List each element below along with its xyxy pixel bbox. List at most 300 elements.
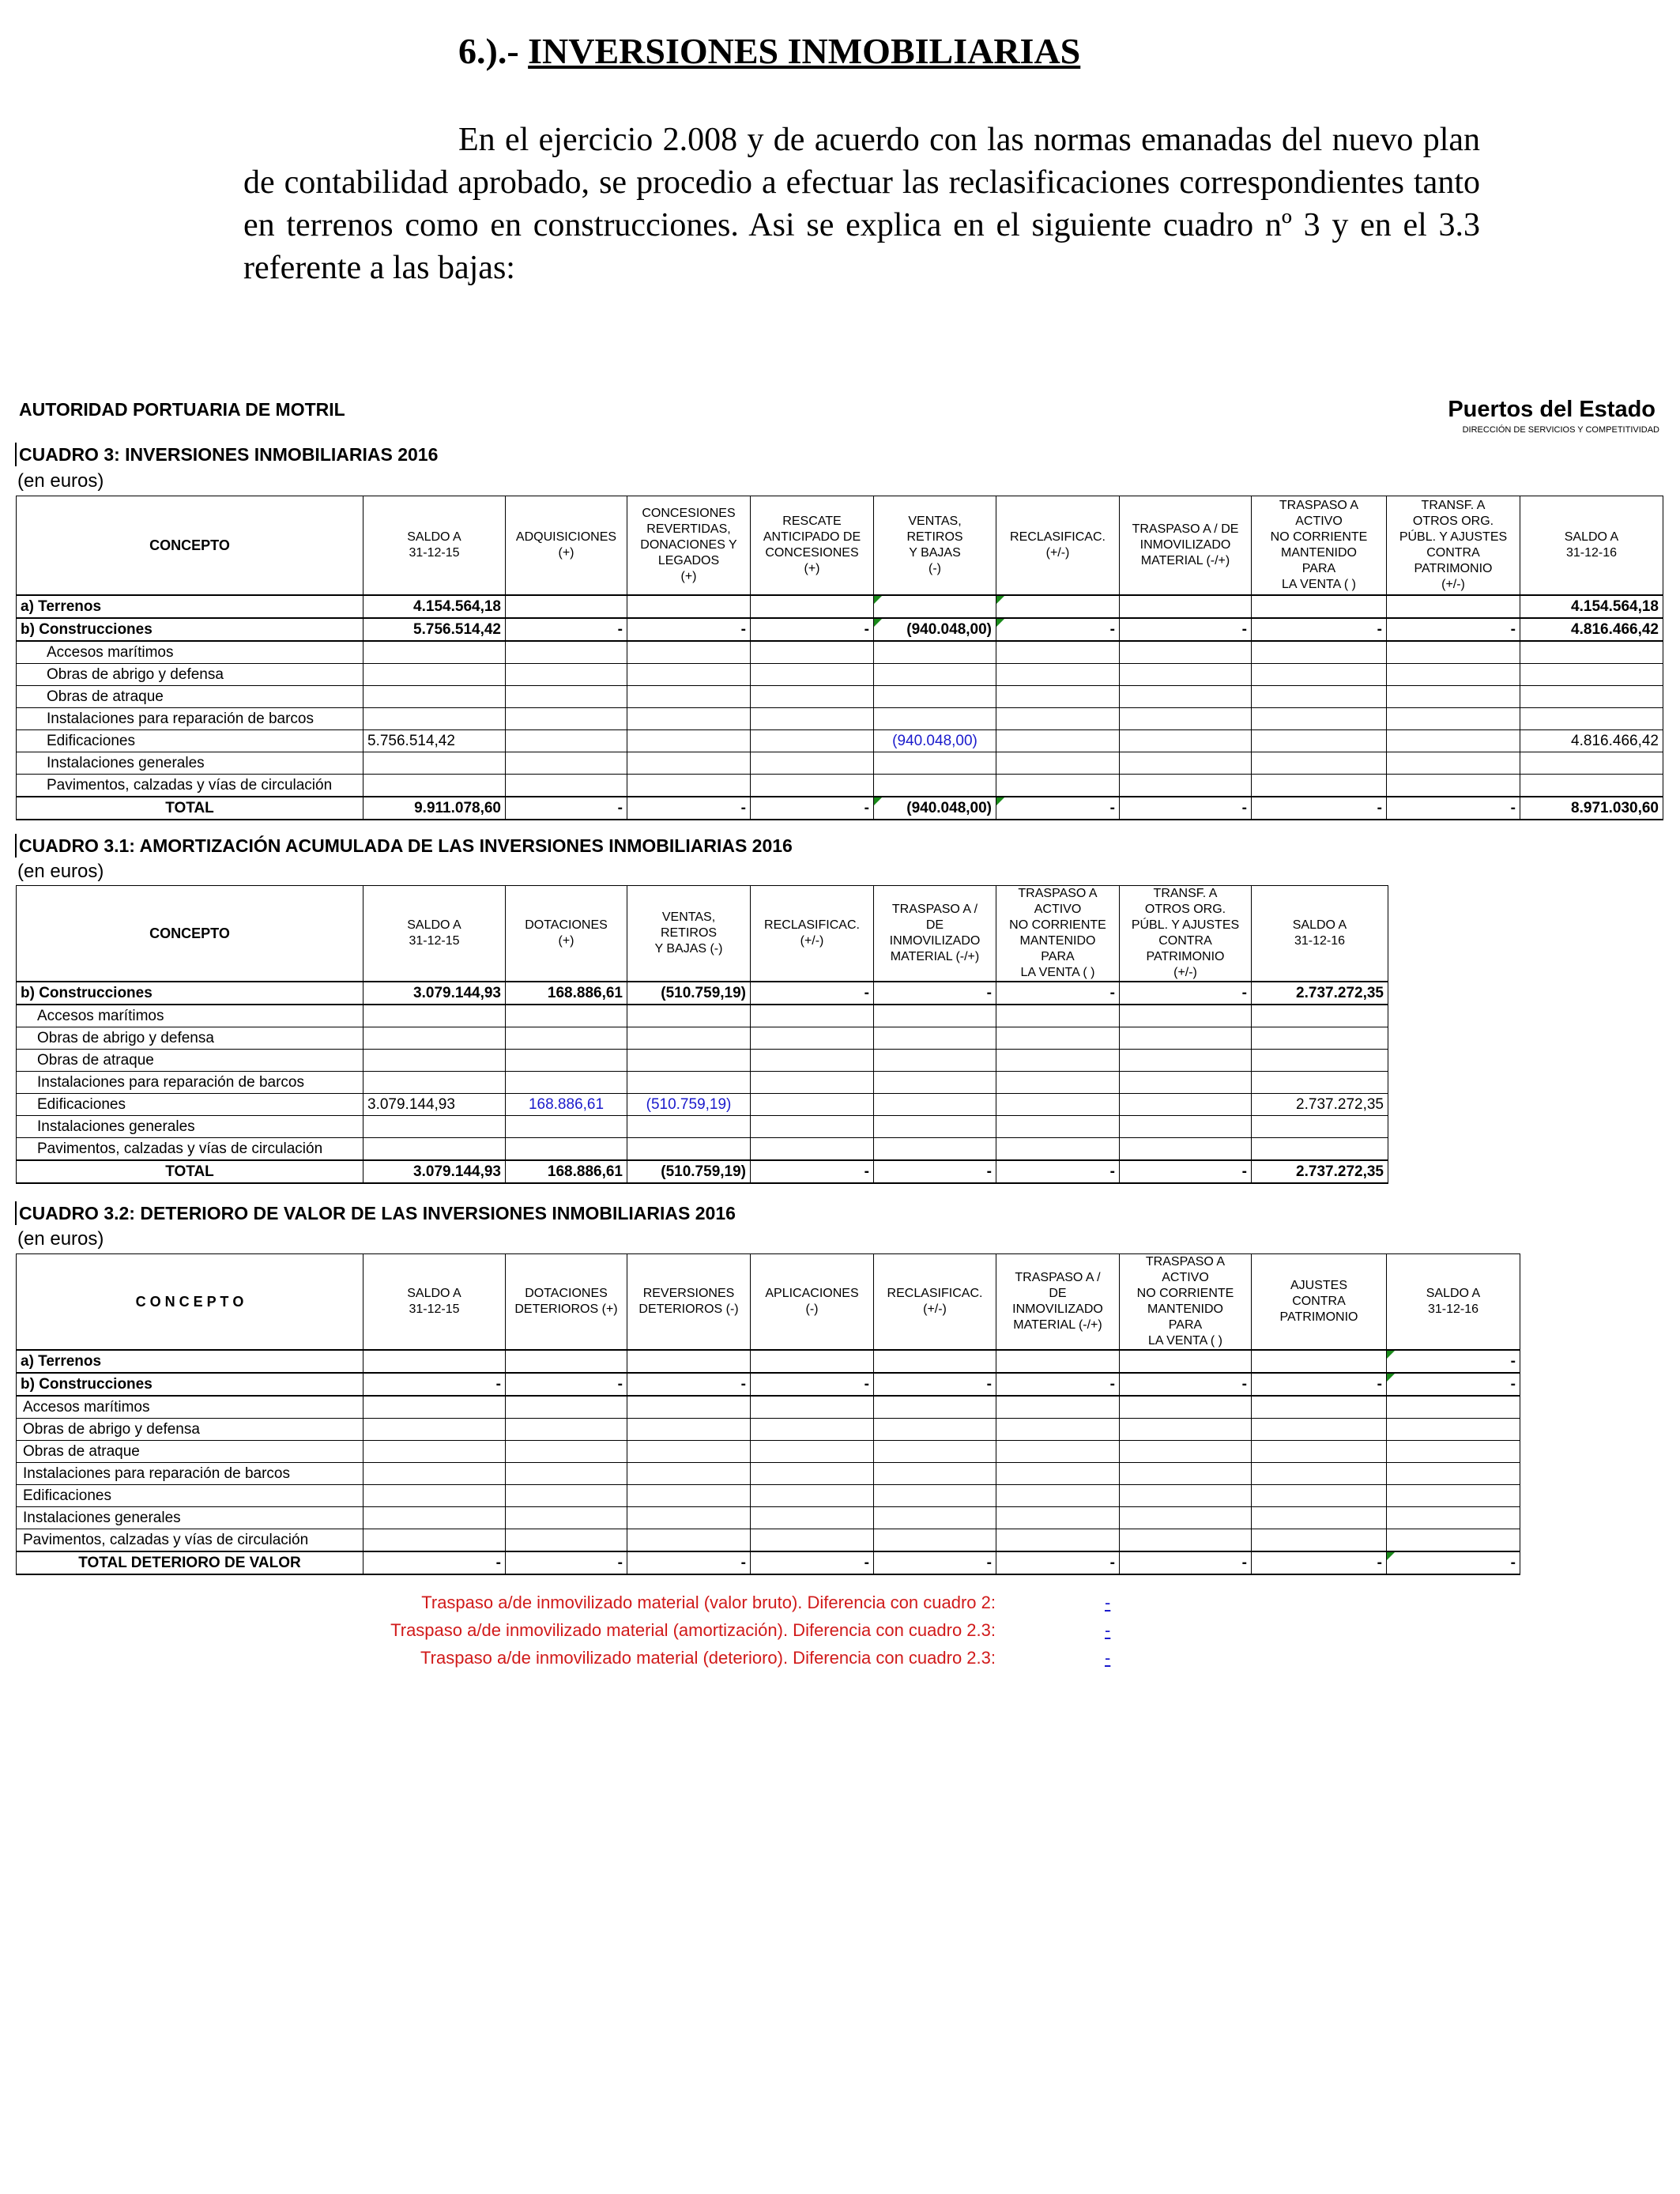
organization-name: AUTORIDAD PORTUARIA DE MOTRIL	[19, 399, 345, 420]
cell-value	[1387, 1419, 1520, 1441]
cell-value	[1252, 1441, 1387, 1463]
cell-value	[363, 1396, 506, 1419]
cell-value	[751, 595, 874, 618]
cuadro31-title: CUADRO 3.1: AMORTIZACIÓN ACUMULADA DE LAS INVERSIONES INMOBILIARIAS 2016	[19, 835, 793, 856]
cell-value	[506, 1529, 627, 1552]
row-label: Instalaciones generales	[17, 752, 363, 775]
cell-value	[363, 1419, 506, 1441]
cell-value	[506, 1463, 627, 1485]
cell-value	[1252, 1463, 1387, 1485]
cell-value: -	[1387, 618, 1520, 641]
cell-value: 5.756.514,42	[363, 618, 506, 641]
cell-value: -	[1252, 1551, 1387, 1574]
cell-value	[1520, 641, 1663, 664]
cell-value	[874, 1027, 996, 1050]
cell-value: -	[751, 982, 874, 1005]
cell-value	[627, 1441, 751, 1463]
cell-value	[627, 686, 751, 708]
section-marker	[15, 834, 17, 858]
cell-value	[1252, 1419, 1387, 1441]
column-header: C O N C E P T O	[17, 1254, 363, 1351]
column-header: RECLASIFICAC. (+/-)	[751, 886, 874, 982]
cell-value: -	[1120, 797, 1252, 820]
cell-value: (940.048,00)	[874, 618, 996, 641]
cell-value	[751, 1027, 874, 1050]
column-header: SALDO A 31-12-15	[363, 496, 506, 596]
cell-value	[363, 1529, 506, 1552]
cell-value	[627, 1350, 751, 1373]
cell-value	[996, 641, 1120, 664]
cell-value	[874, 1116, 996, 1138]
note-label: Traspaso a/de inmovilizado material (deterioro). Diferencia con cuadro 2.3:	[420, 1648, 996, 1668]
cuadro32-title: CUADRO 3.2: DETERIORO DE VALOR DE LAS INVERSIONES INMOBILIARIAS 2016	[19, 1203, 736, 1223]
cell-value	[1520, 752, 1663, 775]
cell-value	[1120, 686, 1252, 708]
note-row	[0, 1593, 1111, 1620]
table-row	[17, 641, 1663, 664]
cell-value	[996, 1094, 1120, 1116]
cell-value	[1252, 1116, 1388, 1138]
column-header: DOTACIONES (+)	[506, 886, 627, 982]
table-row	[17, 1396, 1520, 1419]
table-row	[17, 1529, 1520, 1552]
cell-value	[627, 775, 751, 797]
cell-value	[996, 1027, 1120, 1050]
cell-value	[1120, 1138, 1252, 1161]
cell-value	[1120, 1419, 1252, 1441]
column-header: RECLASIFICAC. (+/-)	[996, 496, 1120, 596]
column-header: TRASPASO A / DE INMOVILIZADO MATERIAL (-/+)	[996, 1254, 1120, 1351]
cell-value: 2.737.272,35	[1252, 1094, 1388, 1116]
group-row	[17, 1373, 1520, 1396]
cell-value	[1252, 1350, 1387, 1373]
comment-marker-icon	[874, 797, 882, 805]
cell-value	[751, 1050, 874, 1072]
cell-value	[1387, 752, 1520, 775]
cell-value	[1252, 1005, 1388, 1027]
intro-paragraph: En el ejercicio 2.008 y de acuerdo con las normas emanadas del nuevo plan de contabilidad aprobado, se procedio a efectuar las reclasificaciones correspondientes tanto en terrenos como en construcciones. Asi se explica en el siguiente cuadro nº 3 y en el 3.3 referente a las bajas:	[243, 122, 1480, 286]
reconciliation-notes	[0, 1593, 1111, 1676]
cell-value: -	[874, 1160, 996, 1183]
note-value-link[interactable]: -	[1105, 1593, 1111, 1612]
row-label: b) Construcciones	[17, 982, 363, 1005]
cell-value	[996, 1529, 1120, 1552]
cell-value	[996, 1116, 1120, 1138]
section-title: INVERSIONES INMOBILIARIAS	[528, 31, 1081, 71]
table-row	[17, 708, 1663, 730]
cell-value: 2.737.272,35	[1252, 982, 1388, 1005]
cell-value	[996, 752, 1120, 775]
row-label: Instalaciones para reparación de barcos	[17, 1072, 363, 1094]
cell-value: 5.756.514,42	[363, 730, 506, 752]
cell-value: 8.971.030,60	[1520, 797, 1663, 820]
row-label: Accesos marítimos	[17, 641, 363, 664]
cell-value: -	[874, 982, 996, 1005]
cell-value	[363, 1485, 506, 1507]
cell-value: -	[506, 618, 627, 641]
cell-value	[1252, 664, 1387, 686]
cell-value: -	[506, 1373, 627, 1396]
cell-value	[751, 1419, 874, 1441]
table-row	[17, 664, 1663, 686]
cell-value	[363, 1441, 506, 1463]
total-row	[17, 797, 1663, 820]
cell-value	[751, 1072, 874, 1094]
cell-value	[751, 1441, 874, 1463]
table-row	[17, 686, 1663, 708]
comment-marker-icon	[874, 619, 882, 627]
cell-value	[627, 664, 751, 686]
cell-value	[1387, 595, 1520, 618]
cell-value	[363, 1138, 506, 1161]
cell-value: -	[751, 1551, 874, 1574]
cell-value	[1387, 664, 1520, 686]
table-row	[17, 752, 1663, 775]
cell-value	[1120, 595, 1252, 618]
cell-value	[996, 1396, 1120, 1419]
cell-value	[363, 1005, 506, 1027]
cell-value	[996, 1419, 1120, 1441]
cell-value	[506, 1005, 627, 1027]
cell-value: -	[627, 1373, 751, 1396]
cell-value	[363, 641, 506, 664]
cell-value	[506, 730, 627, 752]
cell-value	[1120, 1050, 1252, 1072]
cell-value	[996, 1441, 1120, 1463]
cell-value	[1120, 1005, 1252, 1027]
cell-value: -	[1387, 1373, 1520, 1396]
cell-value	[627, 595, 751, 618]
row-label: Obras de atraque	[17, 1441, 363, 1463]
cell-value: -	[874, 1373, 996, 1396]
column-header: TRASPASO A ACTIVO NO CORRIENTE MANTENIDO PARA LA VENTA ( )	[996, 886, 1120, 982]
cell-value	[363, 708, 506, 730]
cell-value: -	[996, 982, 1120, 1005]
comment-marker-icon	[1387, 1374, 1395, 1382]
cell-value	[874, 1529, 996, 1552]
table-row	[17, 1463, 1520, 1485]
cell-value	[506, 1419, 627, 1441]
note-value-link[interactable]: -	[1105, 1620, 1111, 1640]
cell-value	[1252, 1050, 1388, 1072]
cell-value	[1252, 730, 1387, 752]
comment-marker-icon	[874, 596, 882, 604]
cell-value	[1387, 1507, 1520, 1529]
cell-value	[874, 595, 996, 618]
header-row	[17, 496, 1663, 596]
cell-value	[1120, 1350, 1252, 1373]
cell-value	[751, 1463, 874, 1485]
cell-value	[751, 1507, 874, 1529]
column-header: TRASPASO A / DE INMOVILIZADO MATERIAL (-/+)	[874, 886, 996, 982]
cell-value	[1120, 664, 1252, 686]
comment-marker-icon	[996, 797, 1004, 805]
cell-value	[627, 1116, 751, 1138]
cell-value	[1387, 1396, 1520, 1419]
cell-value	[751, 1138, 874, 1161]
group-row	[17, 618, 1663, 641]
column-header: APLICACIONES (-)	[751, 1254, 874, 1351]
cell-value	[506, 641, 627, 664]
column-header: VENTAS, RETIROS Y BAJAS (-)	[874, 496, 996, 596]
cell-value: 2.737.272,35	[1252, 1160, 1388, 1183]
cell-value	[1120, 1072, 1252, 1094]
cell-value	[874, 1485, 996, 1507]
section-marker	[15, 1201, 17, 1225]
column-header: TRANSF. A OTROS ORG. PÚBL. Y AJUSTES CONTRA PATRIMONIO (+/-)	[1120, 886, 1252, 982]
cell-value: -	[363, 1551, 506, 1574]
cell-value	[1120, 1027, 1252, 1050]
row-label: Obras de abrigo y defensa	[17, 664, 363, 686]
cell-value	[627, 1507, 751, 1529]
cell-value	[1120, 1529, 1252, 1552]
column-header: SALDO A 31-12-16	[1387, 1254, 1520, 1351]
cell-value: -	[751, 797, 874, 820]
table-row	[17, 1138, 1388, 1161]
cell-value	[1120, 730, 1252, 752]
note-label: Traspaso a/de inmovilizado material (valor bruto). Diferencia con cuadro 2:	[421, 1593, 996, 1612]
table-row	[17, 775, 1663, 797]
cell-value: -	[1120, 1373, 1252, 1396]
cell-value: (510.759,19)	[627, 1160, 751, 1183]
cell-value	[363, 1350, 506, 1373]
cell-value	[1387, 641, 1520, 664]
cell-value	[363, 1116, 506, 1138]
cell-value: -	[1120, 1551, 1252, 1574]
cell-value	[506, 752, 627, 775]
cell-value: -	[1120, 1160, 1252, 1183]
row-label: a) Terrenos	[17, 595, 363, 618]
cell-value: -	[996, 1551, 1120, 1574]
cell-value	[996, 1072, 1120, 1094]
cell-value: 9.911.078,60	[363, 797, 506, 820]
cell-value	[1252, 1027, 1388, 1050]
cell-value	[874, 1396, 996, 1419]
cell-value	[874, 1350, 996, 1373]
cell-value	[751, 1485, 874, 1507]
row-label: Pavimentos, calzadas y vías de circulación	[17, 775, 363, 797]
table-row	[17, 1441, 1520, 1463]
cell-value	[1120, 641, 1252, 664]
cell-value	[627, 1050, 751, 1072]
cell-value	[874, 641, 996, 664]
cell-value	[1120, 775, 1252, 797]
cell-value	[874, 686, 996, 708]
cell-value: -	[1120, 618, 1252, 641]
cell-value: 3.079.144,93	[363, 1160, 506, 1183]
row-label: Instalaciones para reparación de barcos	[17, 708, 363, 730]
column-header: TRANSF. A OTROS ORG. PÚBL. Y AJUSTES CONTRA PATRIMONIO (+/-)	[1387, 496, 1520, 596]
cell-value	[874, 708, 996, 730]
cell-value	[996, 1005, 1120, 1027]
cell-value	[1387, 1441, 1520, 1463]
cell-value	[751, 664, 874, 686]
note-value-link[interactable]: -	[1105, 1648, 1111, 1668]
cell-value	[1252, 1138, 1388, 1161]
cell-value	[996, 1463, 1120, 1485]
cuadro32-unit: (en euros)	[17, 1228, 104, 1250]
cell-value	[363, 752, 506, 775]
cell-value	[874, 1463, 996, 1485]
row-label: Obras de abrigo y defensa	[17, 1027, 363, 1050]
cell-value	[1520, 708, 1663, 730]
cell-value	[751, 730, 874, 752]
cell-value: -	[1387, 1551, 1520, 1574]
cell-value	[363, 1507, 506, 1529]
cell-value	[1387, 775, 1520, 797]
column-header: VENTAS, RETIROS Y BAJAS (-)	[627, 886, 751, 982]
cell-value	[506, 1050, 627, 1072]
cell-value	[1120, 1463, 1252, 1485]
column-header: RECLASIFICAC. (+/-)	[874, 1254, 996, 1351]
brand-subtitle: DIRECCIÓN DE SERVICIOS Y COMPETITIVIDAD	[1462, 425, 1659, 435]
cell-value: (510.759,19)	[627, 982, 751, 1005]
row-label: Edificaciones	[17, 1094, 363, 1116]
cell-value	[1120, 1507, 1252, 1529]
column-header: SALDO A 31-12-16	[1252, 886, 1388, 982]
row-label: Instalaciones generales	[17, 1507, 363, 1529]
cell-value	[1252, 708, 1387, 730]
group-row	[17, 982, 1388, 1005]
cell-value	[751, 775, 874, 797]
cell-value	[363, 1463, 506, 1485]
cell-value: -	[751, 1160, 874, 1183]
cell-value	[996, 730, 1120, 752]
cell-value	[363, 686, 506, 708]
row-label: a) Terrenos	[17, 1350, 363, 1373]
cell-value: 4.154.564,18	[1520, 595, 1663, 618]
cell-value	[627, 752, 751, 775]
cell-value	[1252, 686, 1387, 708]
cell-value	[751, 1094, 874, 1116]
note-row	[0, 1648, 1111, 1676]
cell-value	[627, 708, 751, 730]
row-label: TOTAL	[17, 797, 363, 820]
cell-value	[996, 595, 1120, 618]
cell-value	[506, 1350, 627, 1373]
cell-value	[506, 1116, 627, 1138]
cell-value	[874, 1094, 996, 1116]
section-heading	[458, 30, 1080, 72]
column-header: RESCATE ANTICIPADO DE CONCESIONES (+)	[751, 496, 874, 596]
table-row	[17, 1027, 1388, 1050]
cell-value: (510.759,19)	[627, 1094, 751, 1116]
cell-value: -	[996, 797, 1120, 820]
cell-value: -	[996, 1160, 1120, 1183]
cell-value: 3.079.144,93	[363, 1094, 506, 1116]
column-header: CONCESIONES REVERTIDAS, DONACIONES Y LEGADOS (+)	[627, 496, 751, 596]
cell-value	[874, 1441, 996, 1463]
cell-value	[874, 1419, 996, 1441]
cell-value	[1120, 708, 1252, 730]
cell-value	[1252, 1072, 1388, 1094]
cell-value	[506, 775, 627, 797]
cell-value: -	[363, 1373, 506, 1396]
cell-value	[996, 686, 1120, 708]
cell-value	[506, 1441, 627, 1463]
cell-value	[506, 1507, 627, 1529]
cell-value: -	[751, 1373, 874, 1396]
cell-value	[1387, 708, 1520, 730]
cell-value	[1252, 641, 1387, 664]
cell-value	[1387, 1529, 1520, 1552]
cell-value: -	[751, 618, 874, 641]
table-row	[17, 1050, 1388, 1072]
row-label: Instalaciones generales	[17, 1116, 363, 1138]
cell-value	[1520, 664, 1663, 686]
total-row	[17, 1551, 1520, 1574]
cell-value	[506, 664, 627, 686]
cell-value	[874, 1005, 996, 1027]
comment-marker-icon	[1387, 1351, 1395, 1359]
cell-value: -	[506, 797, 627, 820]
cell-value	[996, 664, 1120, 686]
cell-value	[506, 1485, 627, 1507]
cell-value	[1120, 1396, 1252, 1419]
cell-value	[627, 1396, 751, 1419]
cell-value	[1252, 1507, 1387, 1529]
cell-value	[506, 595, 627, 618]
cell-value	[751, 1396, 874, 1419]
table-row	[17, 1507, 1520, 1529]
cell-value	[751, 708, 874, 730]
brand-logo-text: Puertos del Estado	[1448, 397, 1656, 422]
cell-value	[506, 708, 627, 730]
cell-value	[996, 1050, 1120, 1072]
cell-value	[751, 1350, 874, 1373]
cell-value: -	[874, 1551, 996, 1574]
cell-value	[996, 1350, 1120, 1373]
row-label: Pavimentos, calzadas y vías de circulación	[17, 1529, 363, 1552]
comment-marker-icon	[996, 619, 1004, 627]
total-row	[17, 1160, 1388, 1183]
cuadro31-unit: (en euros)	[17, 861, 104, 882]
header-row	[17, 886, 1388, 982]
cell-value: 4.816.466,42	[1520, 618, 1663, 641]
row-label: Accesos marítimos	[17, 1005, 363, 1027]
column-header: ADQUISICIONES (+)	[506, 496, 627, 596]
cell-value	[627, 1463, 751, 1485]
table-row	[17, 1005, 1388, 1027]
cell-value: -	[1387, 797, 1520, 820]
cell-value	[1252, 1485, 1387, 1507]
column-header: SALDO A 31-12-16	[1520, 496, 1663, 596]
cell-value	[751, 641, 874, 664]
cuadro31-table	[16, 885, 1388, 1184]
cell-value: -	[996, 618, 1120, 641]
cell-value: -	[1387, 1350, 1520, 1373]
section-number: 6.).-	[458, 31, 529, 71]
cell-value: -	[1252, 1373, 1387, 1396]
cell-value	[506, 1027, 627, 1050]
cell-value	[506, 1072, 627, 1094]
cell-value: -	[1252, 797, 1387, 820]
cell-value	[996, 708, 1120, 730]
header-row	[17, 1254, 1520, 1351]
column-header: CONCEPTO	[17, 886, 363, 982]
row-label: TOTAL DETERIORO DE VALOR	[17, 1551, 363, 1574]
table-row	[17, 730, 1663, 752]
table-row	[17, 1094, 1388, 1116]
cell-value	[506, 1396, 627, 1419]
cell-value	[751, 752, 874, 775]
row-label: Obras de atraque	[17, 686, 363, 708]
cell-value	[874, 775, 996, 797]
column-header: SALDO A 31-12-15	[363, 886, 506, 982]
cell-value	[874, 1072, 996, 1094]
cell-value	[751, 1529, 874, 1552]
comment-marker-icon	[1387, 1552, 1395, 1560]
